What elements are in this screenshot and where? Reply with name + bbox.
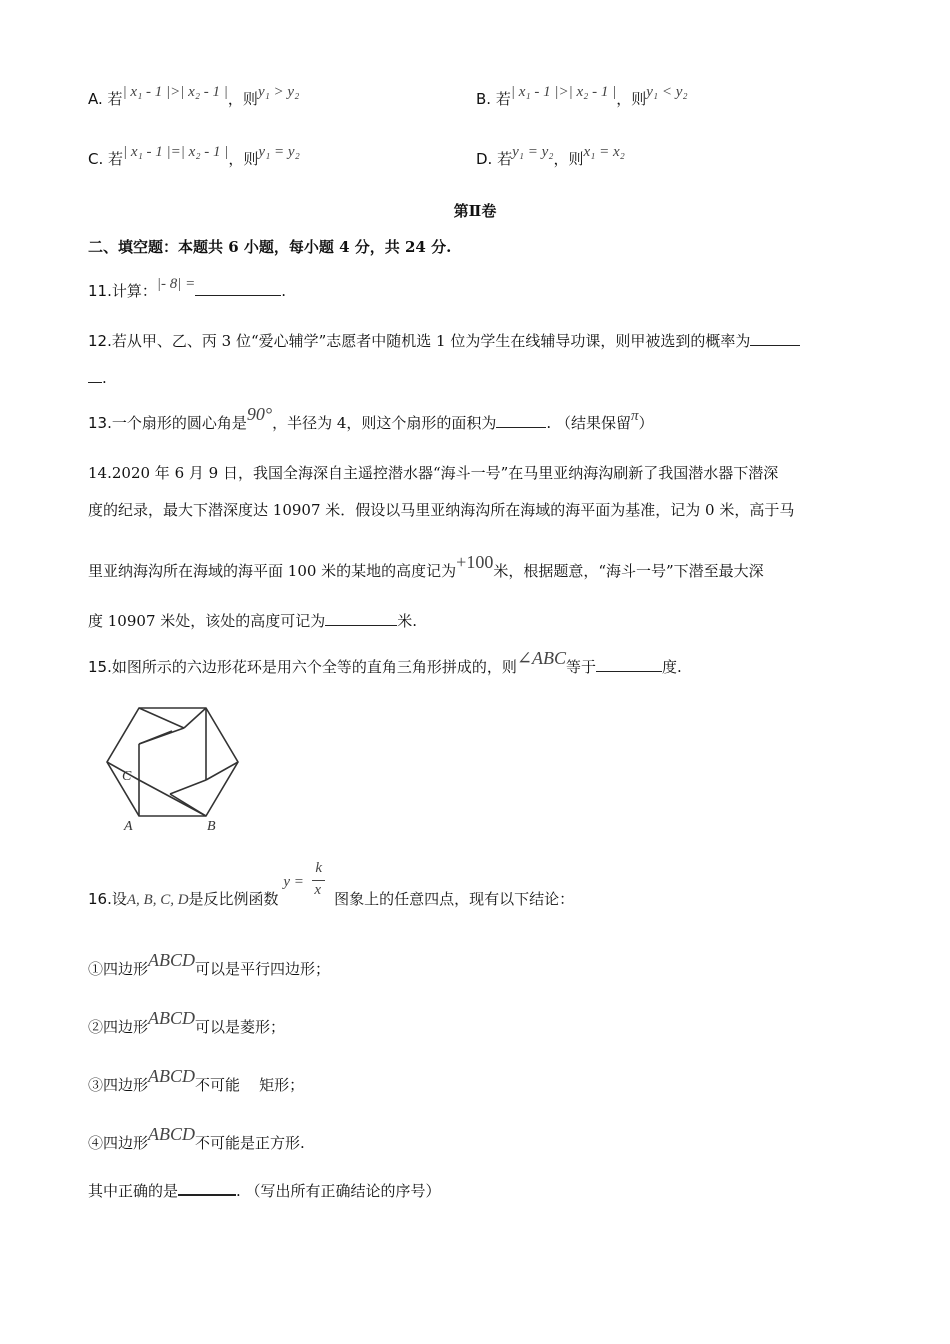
question-11: 11.计算：|- 8| = . (88, 276, 287, 300)
option-c[interactable]: C. 若| x₁ - 1 |=| x₂ - 1 |，则y₁ = y₂ (88, 144, 300, 168)
option-b[interactable]: B. 若| x₁ - 1 |>| x₂ - 1 |，则y₁ < y₂ (476, 84, 688, 108)
final-question: 其中正确的是 . （写出所有正确结论的序号） (88, 1182, 441, 1200)
conclusion-2: ②四边形ABCD可以是菱形； (88, 1008, 286, 1036)
question-14-line-1: 14.2020 年 6 月 9 日，我国全海深自主遥控潜水器“海斗一号”在马里亚纳海沟刷新了我国潜水器下潜深 (88, 464, 779, 482)
triangle-edge (139, 708, 184, 728)
label-a: A (124, 819, 133, 834)
section-heading: 二、填空题：本题共 6 小题，每小题 4 分，共 24 分. (88, 238, 452, 256)
hexagon-figure (100, 696, 250, 838)
question-14-line-4: 度 10907 米处，该处的高度可记为 米. (88, 612, 418, 630)
triangle-edge (184, 708, 206, 728)
answer-blank-16[interactable] (178, 1180, 236, 1196)
function-fraction: y = k x (283, 884, 329, 904)
label-c: C (122, 769, 132, 784)
label-b: B (207, 819, 216, 834)
answer-blank-11[interactable] (195, 281, 281, 296)
answer-blank-12[interactable] (750, 331, 800, 346)
question-14-line-2: 度的纪录，最大下潜深度达 10907 米．假设以马里亚纳海沟所在海域的海平面为基准，记为 0 米，高于马 (88, 501, 795, 519)
conclusion-4: ④四边形ABCD不可能是正方形. (88, 1124, 305, 1152)
question-13: 13.一个扇形的圆心角是90°，半径为 4，则这个扇形的面积为 . （结果保留π） (88, 404, 654, 432)
conclusion-1: ①四边形ABCD可以是平行四边形； (88, 950, 331, 978)
question-12-cont: . (88, 368, 107, 387)
question-12: 12.若从甲、乙、丙 3 位“爱心辅学”志愿者中随机选 1 位为学生在线辅导功课，则甲被选到的概率为 (88, 330, 800, 351)
triangle-edge (139, 780, 206, 816)
triangle-edge (170, 780, 206, 794)
triangle-edge (139, 731, 172, 744)
answer-blank-15[interactable] (596, 657, 662, 672)
answer-blank-14[interactable] (325, 611, 397, 626)
outer-hexagon (107, 708, 238, 816)
option-d[interactable]: D. 若y₁ = y₂，则x₁ = x₂ (476, 144, 625, 168)
answer-blank-13[interactable] (496, 413, 546, 428)
question-16: 16.设A, B, C, D是反比例函数 y = k x 图象上的任意四点，现有以下结论： (88, 860, 575, 908)
section-title: 第Ⅱ卷 (453, 202, 497, 220)
question-14-line-3: 里亚纳海沟所在海域的海平面 100 米的某地的高度记为+100米，根据题意，“海斗一号”下潜至最大深 (88, 552, 764, 580)
conclusion-3: ③四边形ABCD不可能 矩形； (88, 1066, 305, 1094)
option-a[interactable]: A. 若| x₁ - 1 |>| x₂ - 1 |，则y₁ > y₂ (88, 84, 300, 108)
question-15: 15.如图所示的六边形花环是用六个全等的直角三角形拼成的，则∠ABC等于 度. (88, 648, 682, 676)
